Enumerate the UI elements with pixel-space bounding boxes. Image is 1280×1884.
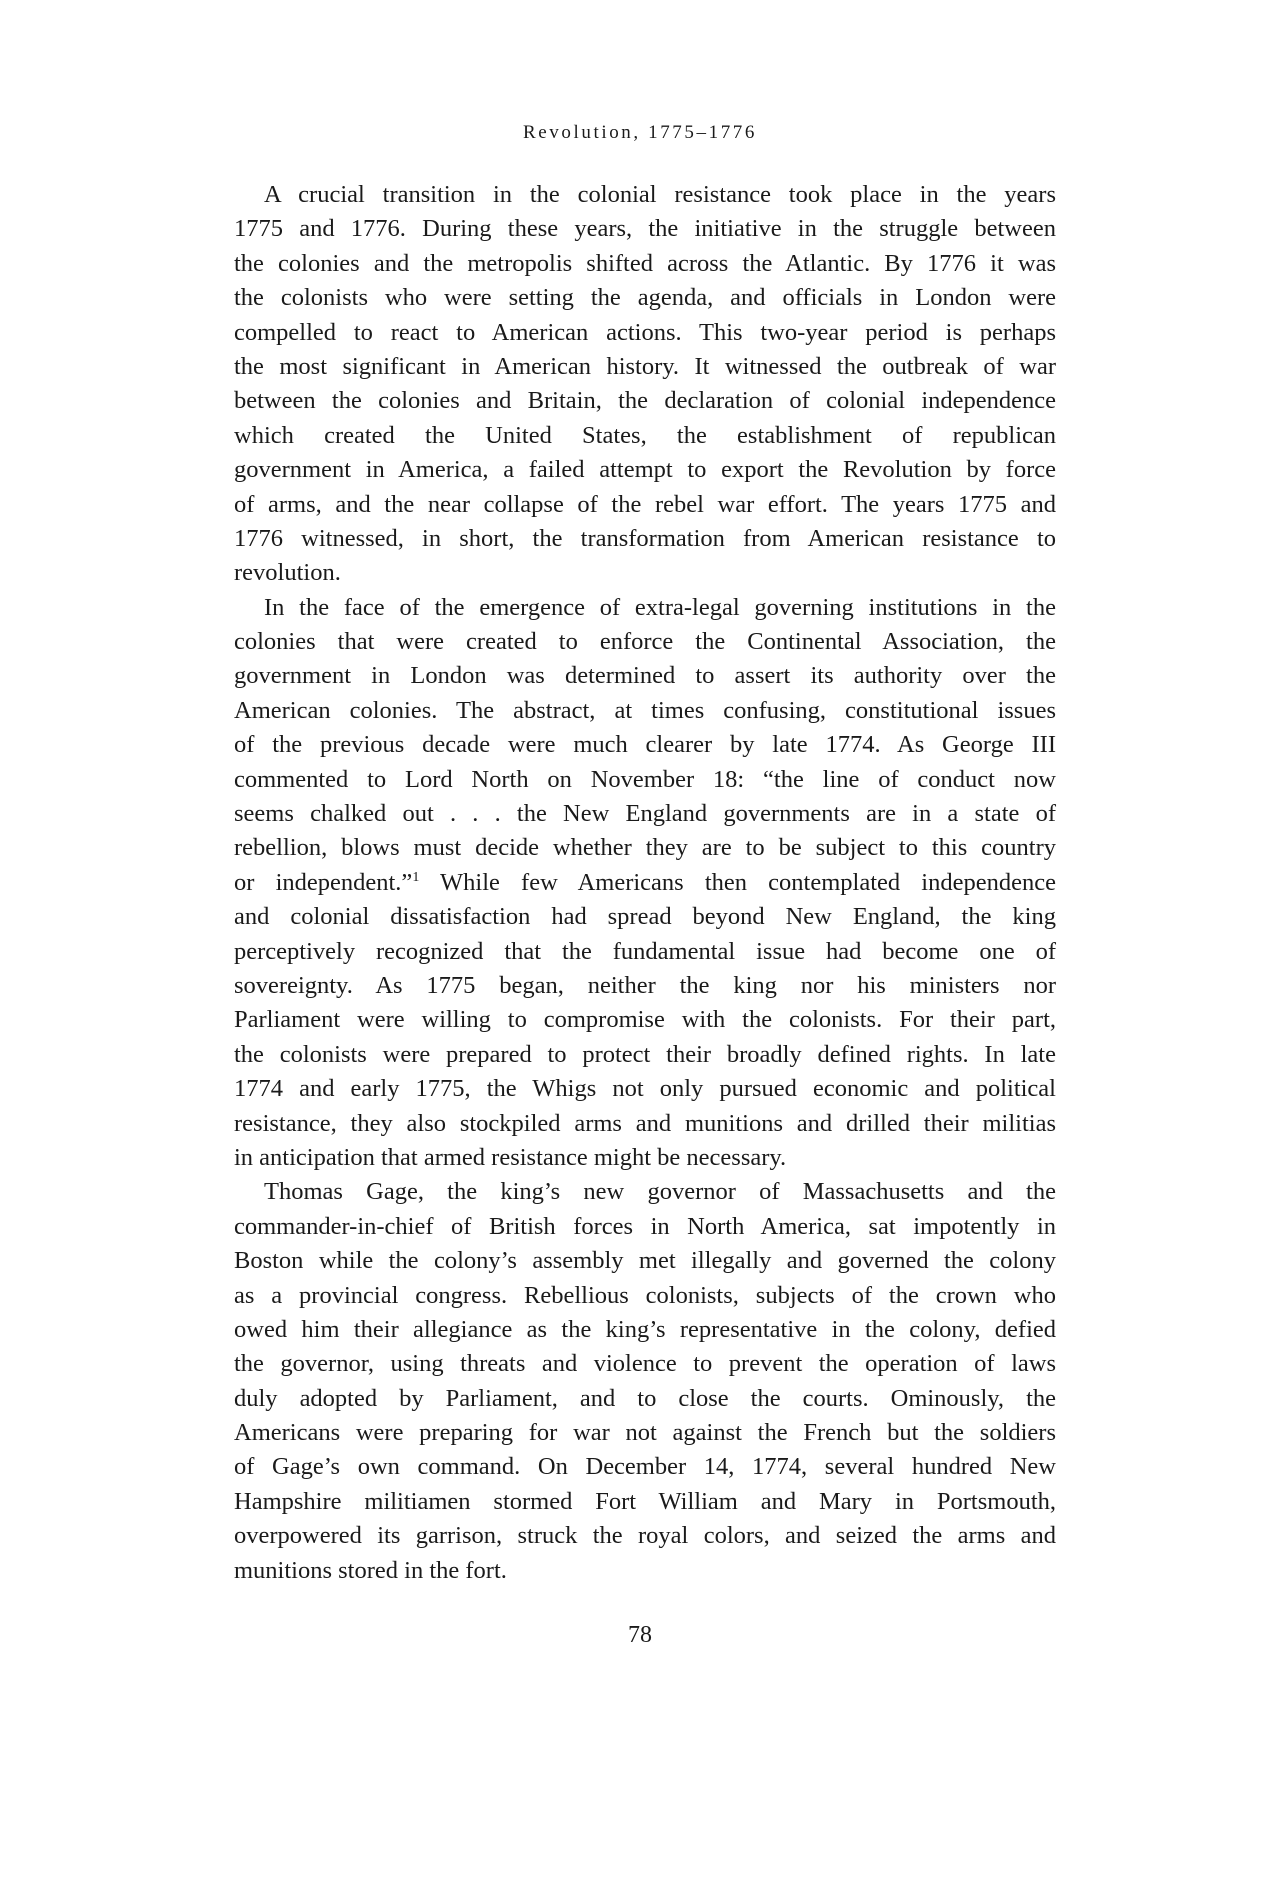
text-line: the governor, using threats and violence to prevent the operation of laws — [234, 1350, 1056, 1378]
text-line: the colonies and the metropolis shifted across the Atlantic. By 1776 it was — [234, 249, 1056, 277]
text-line: of the previous decade were much clearer by late 1774. As George III — [234, 731, 1056, 759]
text-line: commented to Lord North on November 18: “the line of conduct now — [234, 765, 1056, 793]
text-line: in anticipation that armed resistance might be necessary. — [234, 1143, 787, 1171]
text-line: perceptively recognized that the fundamental issue had become one of — [234, 937, 1056, 965]
text-segment: While few Americans then contemplated independence — [419, 868, 1056, 896]
text-line: the colonists who were setting the agenda, and officials in London were — [234, 284, 1056, 312]
text-line: resistance, they also stockpiled arms and munitions and drilled their militias — [234, 1109, 1056, 1137]
text-line: which created the United States, the establishment of republican — [234, 421, 1056, 449]
text-line: as a provincial congress. Rebellious colonists, subjects of the crown who — [234, 1281, 1056, 1309]
text-line: the most significant in American history. It witnessed the outbreak of war — [234, 352, 1056, 380]
text-line: and colonial dissatisfaction had spread beyond New England, the king — [234, 903, 1056, 931]
paragraph — [234, 1175, 1056, 1588]
paragraph — [234, 178, 1056, 591]
text-line: duly adopted by Parliament, and to close the courts. Ominously, the — [234, 1384, 1056, 1412]
text-line: between the colonies and Britain, the declaration of colonial independence — [234, 387, 1056, 415]
text-line: sovereignty. As 1775 began, neither the king nor his ministers nor — [234, 971, 1056, 999]
text-line: compelled to react to American actions. This two-year period is perhaps — [234, 318, 1056, 346]
text-line: 1775 and 1776. During these years, the initiative in the struggle between — [234, 215, 1056, 243]
text-line: Americans were preparing for war not against the French but the soldiers — [234, 1419, 1056, 1447]
text-line: government in London was determined to assert its authority over the — [234, 662, 1056, 690]
text-line: the colonists were prepared to protect their broadly defined rights. In late — [234, 1040, 1056, 1068]
text-line: In the face of the emergence of extra-legal governing institutions in the — [264, 593, 1056, 621]
body-text — [234, 178, 1056, 1588]
text-line: Boston while the colony’s assembly met illegally and governed the colony — [234, 1247, 1056, 1275]
text-line: of Gage’s own command. On December 14, 1774, several hundred New — [234, 1453, 1056, 1481]
running-head: Revolution, 1775–1776 — [522, 122, 758, 143]
text-line: rebellion, blows must decide whether they are to be subject to this country — [234, 834, 1056, 862]
footnote-marker[interactable]: 1 — [412, 869, 420, 885]
text-line: overpowered its garrison, struck the royal colors, and seized the arms and — [234, 1522, 1056, 1550]
text-line: colonies that were created to enforce the Continental Association, the — [234, 628, 1056, 656]
text-line: A crucial transition in the colonial resistance took place in the years — [264, 181, 1056, 208]
text-line: American colonies. The abstract, at times confusing, constitutional issues — [234, 696, 1056, 724]
text-line: seems chalked out . . . the New England governments are in a state of — [234, 800, 1056, 828]
text-line: government in America, a failed attempt to export the Revolution by force — [234, 456, 1056, 484]
text-line: munitions stored in the fort. — [234, 1556, 507, 1584]
text-line — [234, 866, 1056, 900]
text-line: 1774 and early 1775, the Whigs not only pursued economic and political — [234, 1075, 1056, 1103]
text-line: Thomas Gage, the king’s new governor of Massachusetts and the — [264, 1178, 1056, 1206]
text-line: commander-in-chief of British forces in North America, sat impotently in — [234, 1212, 1056, 1240]
text-line: owed him their allegiance as the king’s representative in the colony, defied — [234, 1315, 1056, 1343]
text-line: Parliament were willing to compromise with the colonists. For their part, — [234, 1006, 1056, 1034]
text-line: 1776 witnessed, in short, the transformation from American resistance to — [234, 524, 1056, 552]
paragraph — [234, 591, 1056, 1176]
text-segment: or independent.” — [234, 868, 413, 896]
text-line: revolution. — [234, 559, 341, 587]
text-line: of arms, and the near collapse of the rebel war effort. The years 1775 and — [234, 490, 1056, 518]
page-number: 78 — [628, 1622, 652, 1648]
text-line: Hampshire militiamen stormed Fort William and Mary in Portsmouth, — [234, 1487, 1056, 1515]
